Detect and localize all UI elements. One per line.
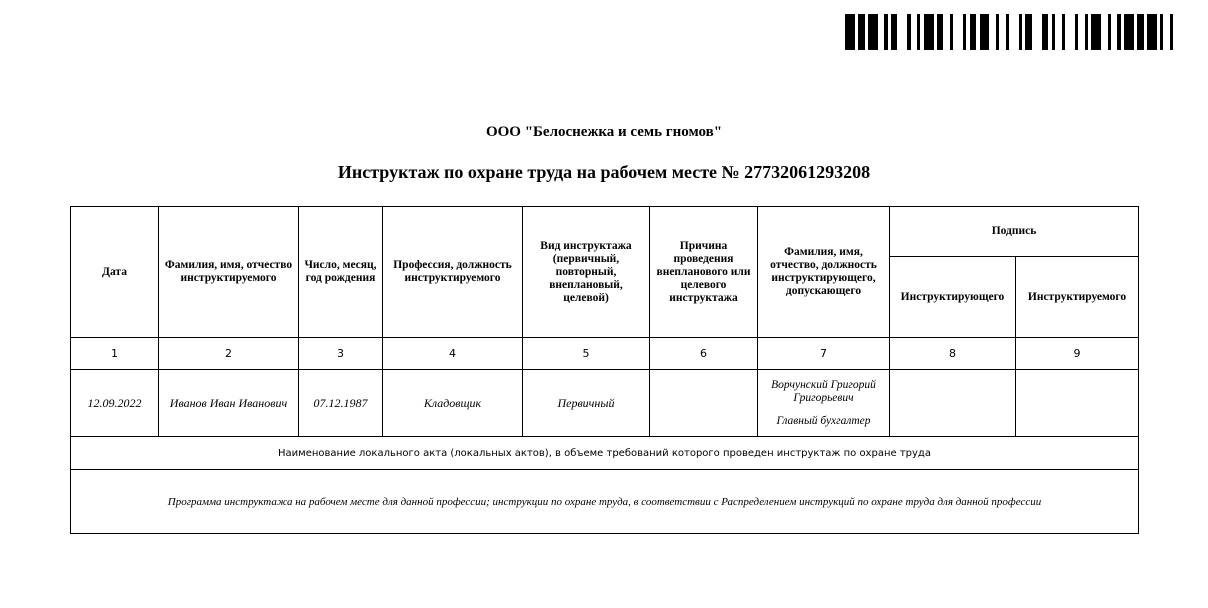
- column-number: 7: [758, 338, 890, 370]
- barcode-bar: [1042, 14, 1049, 50]
- header-trainee-name: Фамилия, имя, отчество инструктируемого: [159, 207, 299, 338]
- local-act-header-row: [71, 437, 1139, 470]
- barcode-bar: [884, 14, 887, 50]
- column-number: 6: [650, 338, 758, 370]
- barcode-bar: [858, 14, 865, 50]
- column-number: 3: [299, 338, 383, 370]
- barcode-bar: [980, 14, 990, 50]
- barcode-bar: [1075, 14, 1078, 50]
- header-profession: Профессия, должность инструктируемого: [383, 207, 523, 338]
- organization-name: ООО "Белоснежка и семь гномов": [485, 124, 723, 140]
- cell-reason: [650, 370, 758, 437]
- barcode-bar: [1124, 14, 1134, 50]
- document-title: Инструктаж по охране труда на рабочем месте № 27732061293208: [337, 162, 871, 182]
- header-birth-date: Число, месяц, год рождения: [299, 207, 383, 338]
- local-act-row: [71, 470, 1139, 534]
- header-reason: Причина проведения внепланового или целевого инструктажа: [650, 207, 758, 338]
- local-act-header: Наименование локального акта (локальных актов), в объеме требований которого проведен инструктаж по охране труда: [71, 437, 1139, 470]
- barcode-bar: [924, 14, 934, 50]
- header-sign-trainee: Инструктируемого: [1016, 257, 1139, 338]
- barcode-bar: [1091, 14, 1101, 50]
- header-date: Дата: [71, 207, 159, 338]
- cell-date: 12.09.2022: [71, 370, 159, 437]
- local-act-text: Программа инструктажа на рабочем месте для данной профессии; инструкции по охране труда, в соответствии с Распределением инструкций по охране труда для данной профессии: [71, 470, 1139, 534]
- barcode-bar: [845, 14, 855, 50]
- column-number: 1: [71, 338, 159, 370]
- cell-instructor: [758, 370, 890, 437]
- cell-profession: Кладовщик: [383, 370, 523, 437]
- header-row: [71, 207, 1139, 257]
- barcode-bar: [907, 14, 910, 50]
- barcode-bar: [937, 14, 944, 50]
- column-number: 5: [523, 338, 650, 370]
- column-number: 9: [1016, 338, 1139, 370]
- barcode-bar: [891, 14, 898, 50]
- barcode-bar: [1052, 14, 1055, 50]
- cell-birth-date: 07.12.1987: [299, 370, 383, 437]
- barcode-bar: [1006, 14, 1009, 50]
- cell-trainee-name: Иванов Иван Иванович: [159, 370, 299, 437]
- instructor-name: Ворчунский Григорий Григорьевич: [771, 378, 876, 404]
- barcode-bar: [963, 14, 966, 50]
- cell-sign-trainee: [1016, 370, 1139, 437]
- column-number: 2: [159, 338, 299, 370]
- barcode-bar: [1170, 14, 1173, 50]
- header-briefing-type: Вид инструктажа (первичный, повторный, внеплановый, целевой): [523, 207, 650, 338]
- column-number: 4: [383, 338, 523, 370]
- barcode-bar: [950, 14, 953, 50]
- header-instructor: Фамилия, имя, отчество, должность инструктирующего, допускающего: [758, 207, 890, 338]
- barcode-bar: [996, 14, 999, 50]
- barcode-bar: [1147, 14, 1157, 50]
- cell-sign-instructor: [890, 370, 1016, 437]
- barcode-bar: [1160, 14, 1163, 50]
- barcode-bar: [1019, 14, 1022, 50]
- barcode-bar: [917, 14, 920, 50]
- column-number: 8: [890, 338, 1016, 370]
- column-numbers-row: [71, 338, 1139, 370]
- barcode: [845, 14, 1183, 50]
- barcode-bar: [1108, 14, 1111, 50]
- header-signature: Подпись: [890, 207, 1139, 257]
- header-sign-instructor: Инструктирующего: [890, 257, 1016, 338]
- barcode-bar: [868, 14, 878, 50]
- barcode-bar: [1137, 14, 1144, 50]
- barcode-bar: [1062, 14, 1065, 50]
- barcode-bar: [1085, 14, 1088, 50]
- briefing-journal-table: [70, 206, 1139, 534]
- barcode-bar: [970, 14, 977, 50]
- table-row: [71, 370, 1139, 437]
- cell-briefing-type: Первичный: [523, 370, 650, 437]
- instructor-position: Главный бухгалтер: [776, 414, 871, 427]
- barcode-bar: [1025, 14, 1032, 50]
- barcode-bar: [1117, 14, 1120, 50]
